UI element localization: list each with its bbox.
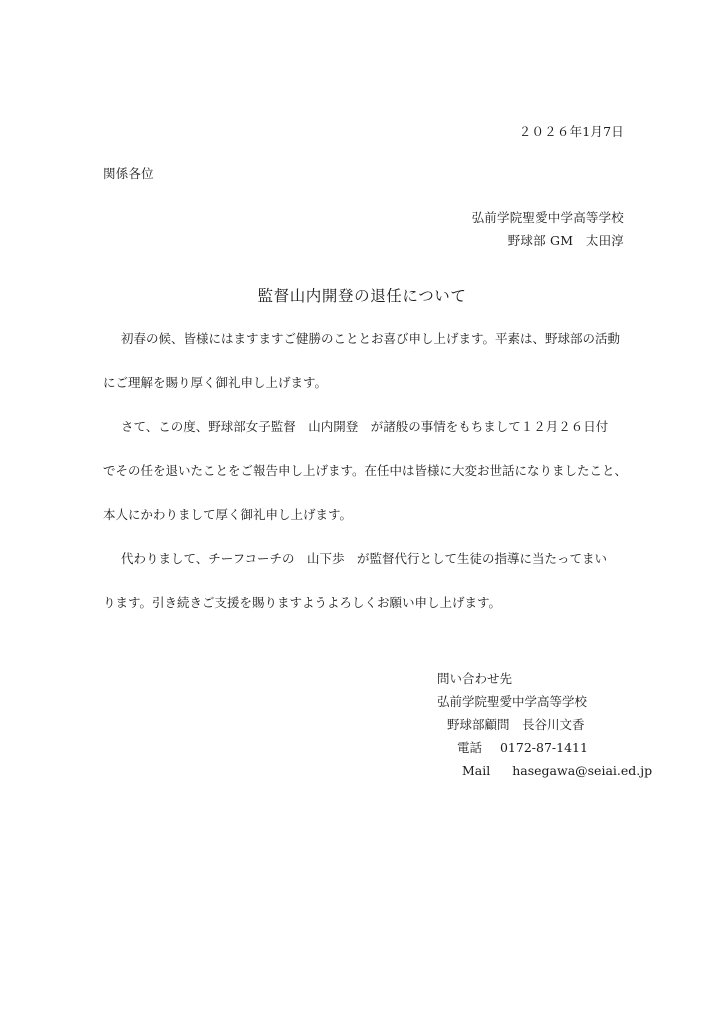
- mail-address: hasegawa@seiai.ed.jp: [512, 763, 653, 778]
- paragraph-3-line-2: ります。引き続きご支援を賜りますようよろしくお願い申し上げます。: [103, 595, 502, 610]
- phone-number: 0172-87-1411: [499, 740, 588, 755]
- recipient-line: 関係各位: [103, 166, 154, 181]
- document-title: 監督山内開登の退任について: [257, 287, 467, 305]
- contact-phone: [457, 740, 588, 756]
- paragraph-1-line-1: 初春の候、皆様にはますますご健勝のこととお喜び申し上げます。平素は、野球部の活動: [121, 331, 621, 346]
- paragraph-2-line-3: 本人にかわりまして厚く御礼申し上げます。: [103, 507, 353, 522]
- mail-label: Mail: [462, 763, 491, 778]
- paragraph-2-line-2: でその任を退いたことをご報告申し上げます。在任中は皆様に大変お世話になりましたこと、: [103, 463, 628, 478]
- contact-organization: 弘前学院聖愛中学高等学校: [437, 694, 588, 709]
- sender-person: 野球部 GM 太田淳: [507, 233, 624, 248]
- contact-person: 野球部顧問 長谷川文香: [447, 717, 585, 732]
- paragraph-2-line-1: さて、この度、野球部女子監督 山内開登 が諸般の事情をもちまして１２月２６日付: [121, 419, 609, 434]
- phone-label: 電話: [457, 740, 483, 755]
- paragraph-1-line-2: にご理解を賜り厚く御礼申し上げます。: [103, 375, 328, 390]
- document-date: ２０２６年1月7日: [518, 124, 624, 139]
- contact-heading: 問い合わせ先: [437, 671, 513, 686]
- paragraph-3-line-1: 代わりまして、チーフコーチの 山下歩 が監督代行として生徒の指導に当たってまい: [121, 551, 608, 566]
- contact-mail: [462, 763, 652, 779]
- sender-organization: 弘前学院聖愛中学高等学校: [471, 210, 624, 225]
